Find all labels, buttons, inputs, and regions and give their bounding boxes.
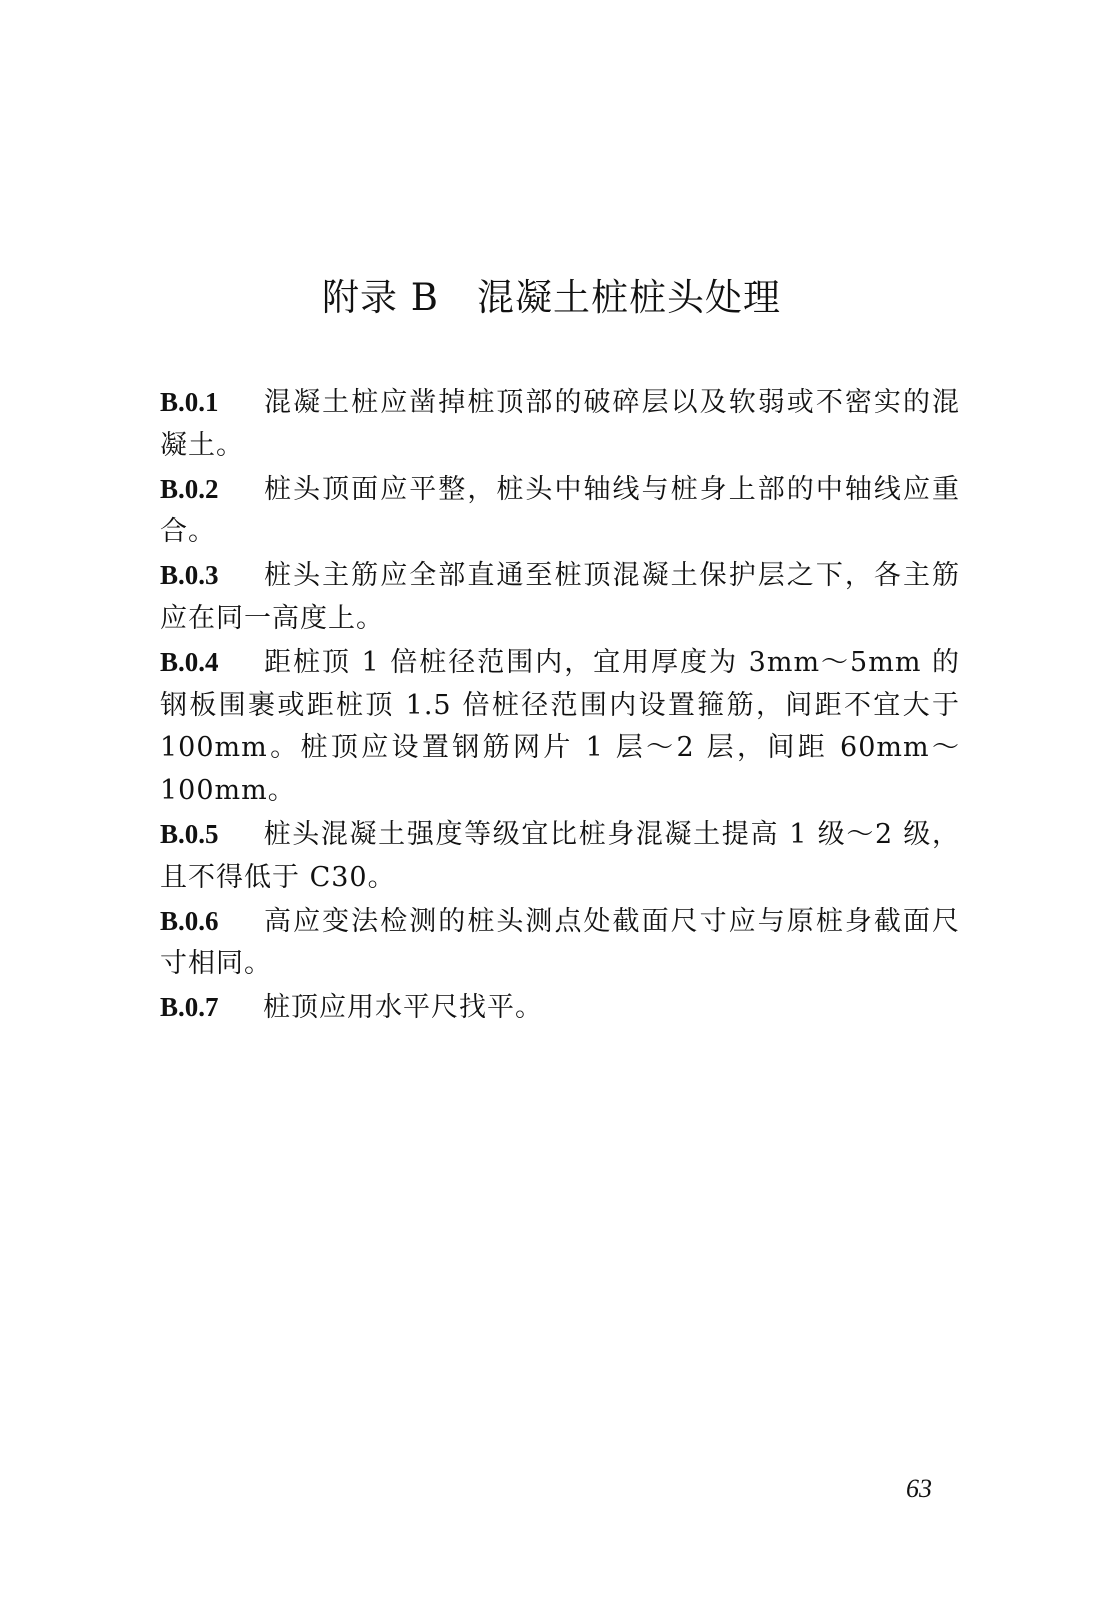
clause-b07 [160,986,960,1030]
clause-number: B.0.6 [160,905,219,936]
clause-text: 混凝土桩应凿掉桩顶部的破碎层以及软弱或不密实的混凝土。 [160,387,960,461]
clause-b06 [160,900,960,987]
page-title [0,268,1103,328]
clause-list [160,381,960,1030]
clause-b03 [160,554,960,641]
clause-b02 [160,468,960,555]
clause-number: B.0.4 [160,646,219,677]
appendix-label: 附录 B [322,276,439,319]
page-number: 63 [906,1474,932,1503]
clause-text: 桩头主筋应全部直通至桩顶混凝土保护层之下，各主筋应在同一高度上。 [160,560,960,634]
clause-text: 桩头混凝土强度等级宜比桩身混凝土提高 1 级～2 级，且不得低于 C30。 [160,818,960,893]
clause-number: B.0.5 [160,818,219,849]
clause-text: 高应变法检测的桩头测点处截面尺寸应与原桩身截面尺寸相同。 [160,905,960,980]
clause-text: 桩头顶面应平整，桩头中轴线与桩身上部的中轴线应重合。 [160,473,960,548]
clause-text: 距桩顶 1 倍桩径范围内，宜用厚度为 3mm～5mm 的钢板围裹或距桩顶 1.5 倍桩径范围内设置箍筋，间距不宜大于 100mm。桩顶应设置钢筋网片 1 层～2 层，间距 60mm～100mm。 [160,646,960,807]
clause-b01 [160,381,960,468]
clause-b04 [160,641,960,813]
clause-number: B.0.2 [160,473,219,504]
appendix-title: 混凝土桩桩头处理 [476,276,781,319]
clause-number: B.0.1 [160,387,219,417]
clause-number: B.0.7 [160,992,219,1023]
clause-b05 [160,813,960,900]
clause-number: B.0.3 [160,560,219,591]
clause-text: 桩顶应用水平尺找平。 [263,992,543,1024]
